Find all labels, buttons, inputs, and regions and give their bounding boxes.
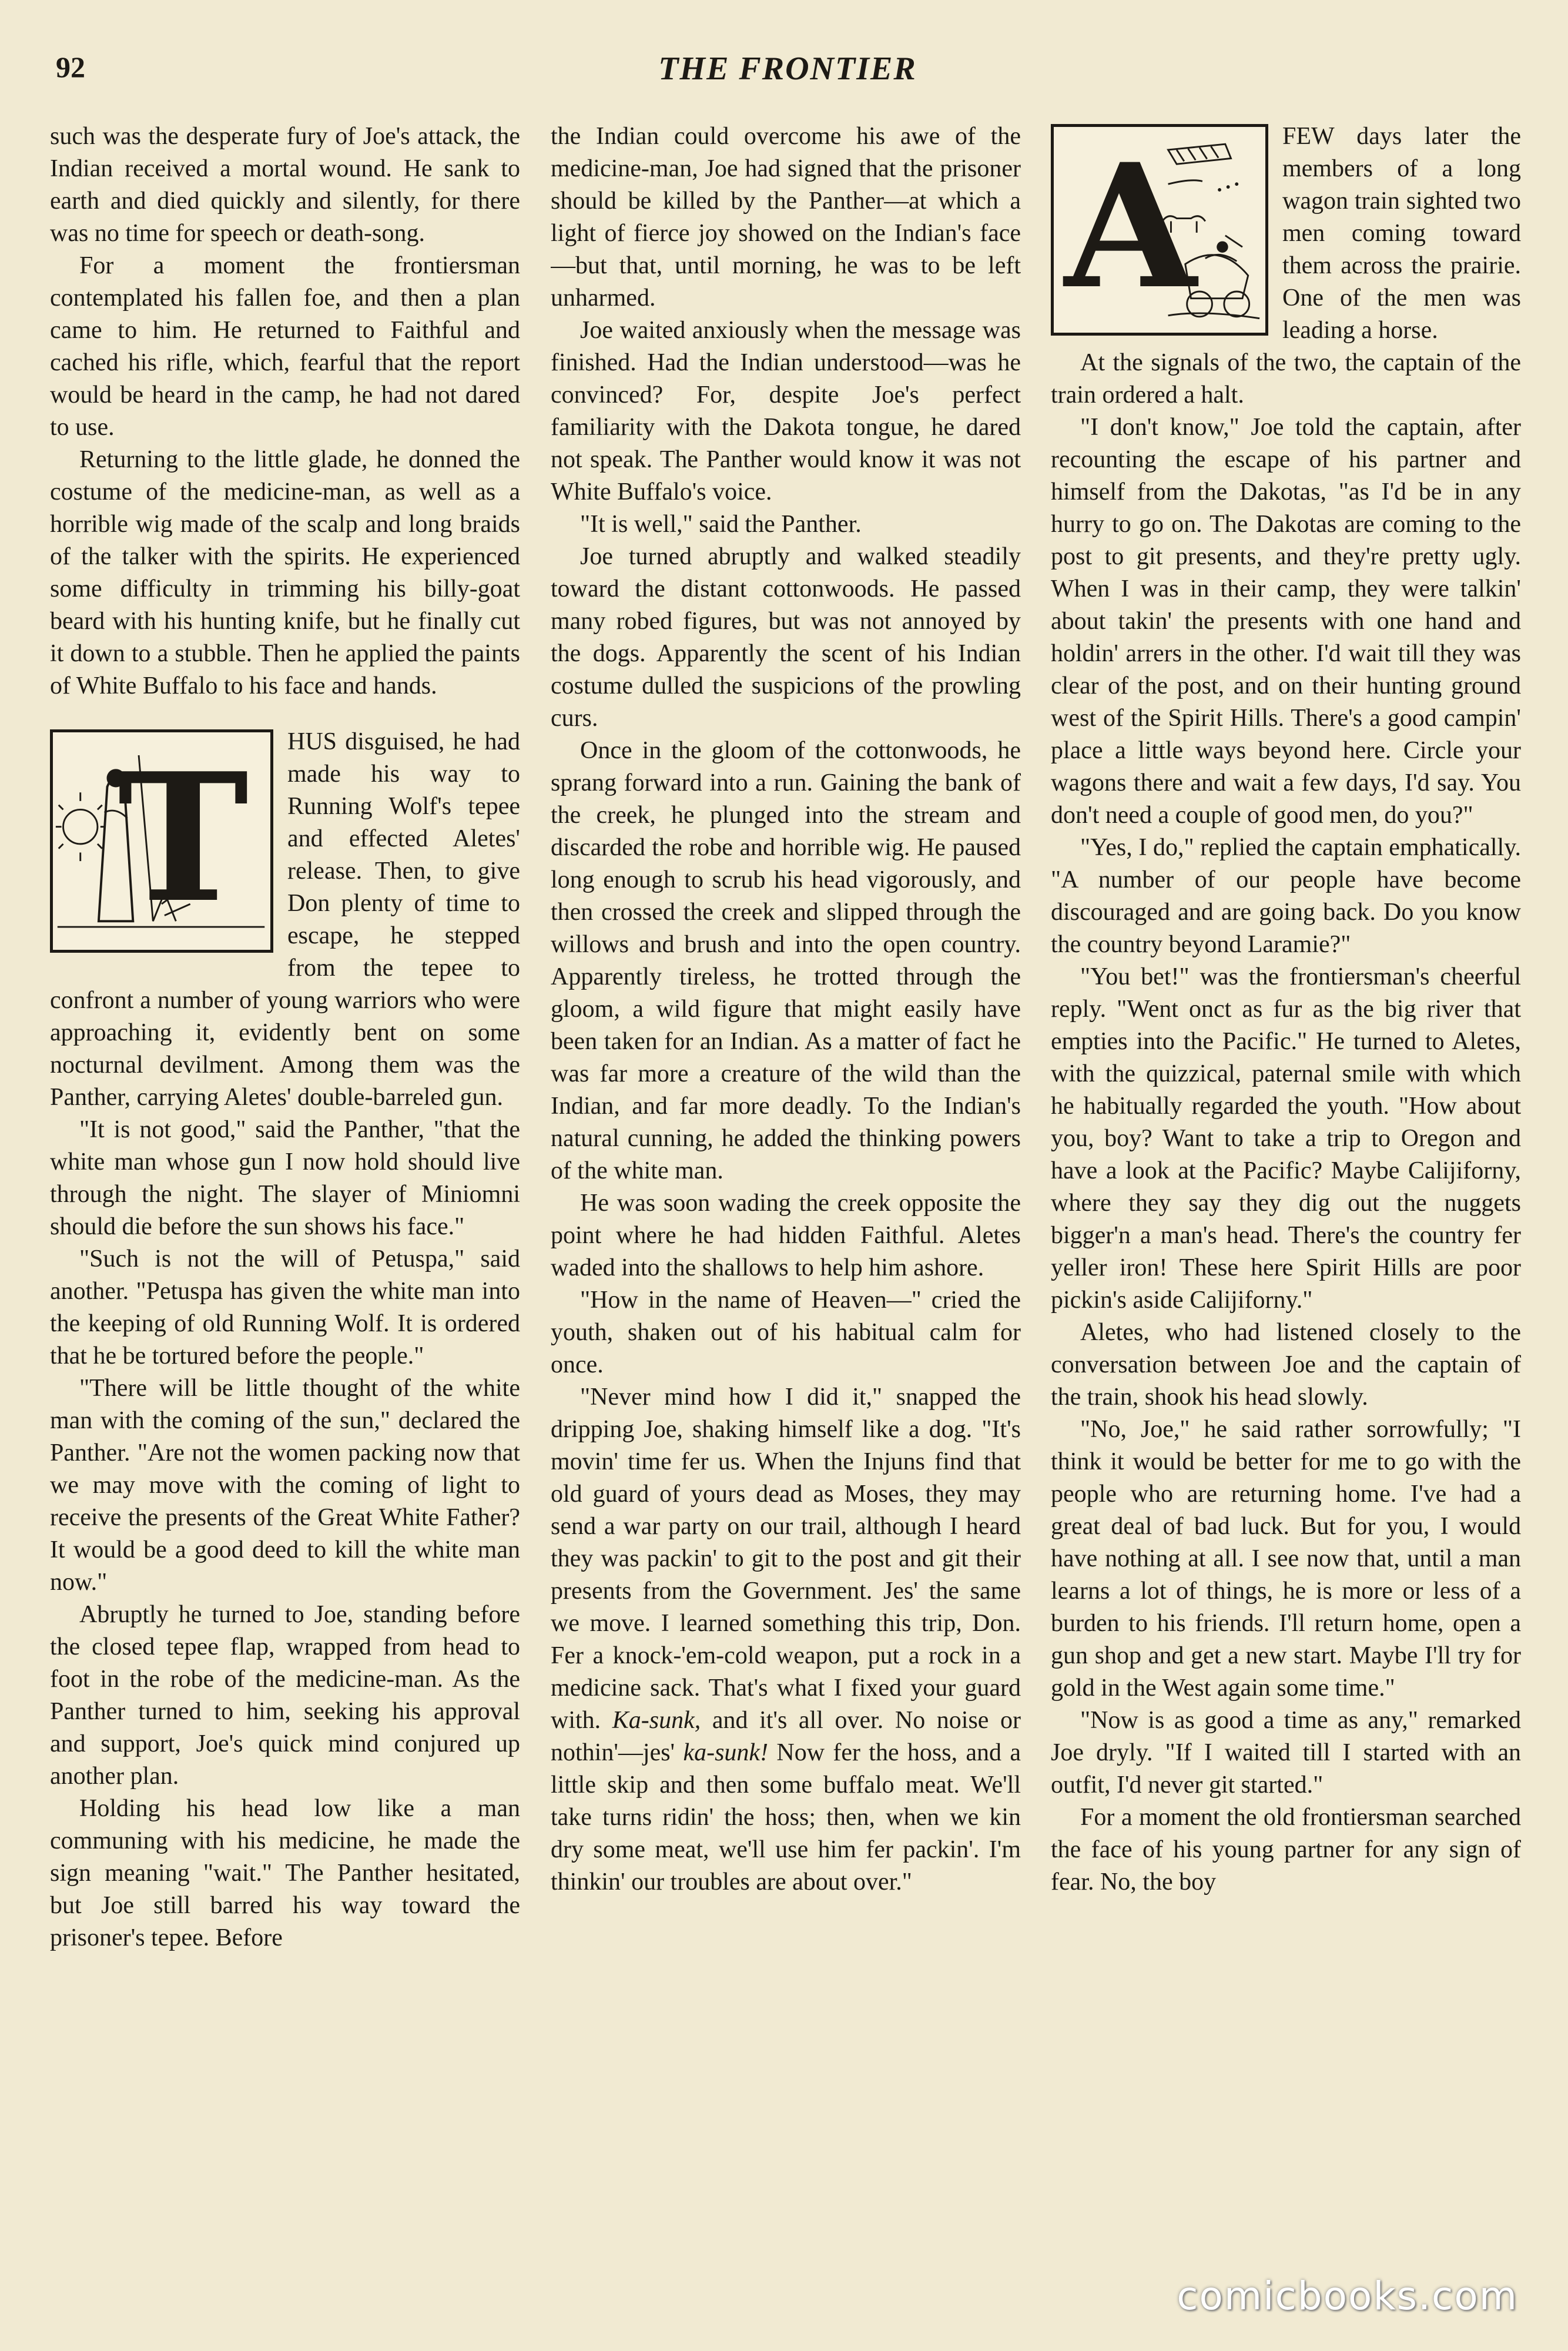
paragraph: "I don't know," Joe told the captain, after recounting the escape of his partner and himself from the Dakotas, "as I'd be in any hurry to go on. The Dakotas are coming to the post to git presents, and they're pretty ugly. When I was in their camp, they were talkin' about takin' the presents with one hand and holdin' arrers in the other. I'd wait till they was clear of the post, and on their hunting ground west of the Spirit Hills. There's a good campin' place a little ways beyond here. Circle your wagons there and wait a few days, I'd say. You don't need a couple of good men, do you?" — [1051, 414, 1521, 829]
paragraph: "It is not good," said the Panther, "that the white man whose gun I now hold should live through the night. The slayer of Miniomni should die before the sun shows his face." — [50, 1116, 520, 1240]
italic-sound-word: ka-sunk! — [683, 1739, 769, 1766]
paragraph: such was the desperate fury of Joe's attack, the Indian received a mortal wound. He sank to earth and died quickly and silently, for there was no time for speech or death-song. — [50, 123, 520, 247]
paragraph-text: "Never mind how I did it," snapped the dripping Joe, shaking himself like a dog. "It's movin' time fer us. When the Injuns find that old guard of yours dead as Moses, they may send a war party on our trail, although I heard they was packin' to git to the post and git their presents from the Government. Jes' the same we move. I learned something this trip, Don. Fer a knock-'em-cold weapon, put a rock in a medicine sack. That's what I fixed your guard with. — [551, 1384, 1021, 1734]
text-column-3 — [1051, 120, 1521, 2260]
italic-sound-word: Ka-sunk, — [612, 1707, 701, 1734]
paragraph: Joe turned abruptly and walked steadily toward the distant cottonwoods. He passed many robed figures, but was not annoyed by the dogs. Apparently the scent of his Indian costume dulled the suspicions of the prowling curs. — [551, 543, 1021, 732]
paragraph-text: and it's all over. No noise or nothin'—jes' — [551, 1707, 1021, 1766]
dropcap-paragraph — [50, 726, 520, 1114]
paragraph: At the signals of the two, the captain of the train ordered a halt. — [1051, 349, 1521, 408]
paragraph: "Such is not the will of Petuspa," said another. "Petuspa has given the white man into the keeping of old Running Wolf. It is ordered that he be tortured before the people." — [50, 1245, 520, 1369]
page-number: 92 — [56, 51, 85, 83]
paragraph: Holding his head low like a man communing with his medicine, he made the sign meaning "wait." The Panther hesitated, but Joe still barred his way toward the prisoner's tepee. Before — [50, 1795, 520, 1951]
paragraph-text: FEW days later the members of a long wagon train sighted two men coming toward them across the prairie. One of the men was leading a horse. — [1282, 123, 1521, 344]
text-column-1 — [50, 120, 520, 2260]
paragraph: the Indian could overcome his awe of the medicine-man, Joe had signed that the prisoner should be killed by the Panther—at which a light of fierce joy showed on the Indian's face—but that, until morning, he was to be left unharmed. — [551, 123, 1021, 312]
paragraph: "It is well," said the Panther. — [580, 511, 862, 538]
site-watermark: comicbooks.com — [1177, 2273, 1518, 2319]
paragraph: For a moment the old frontiersman searched the face of his young partner for any sign of fear. No, the boy — [1051, 1804, 1521, 1895]
paragraph: Abruptly he turned to Joe, standing before the closed tepee flap, wrapped from head to foot in the robe of the medicine-man. As the Panther turned to him, seeking his approval and support, Joe's quick mind conjured up another plan. — [50, 1601, 520, 1790]
paragraph-text: HUS disguised, he had made his way to Running Wolf's tepee and effected Aletes' release. Then, to give Don plenty of time to escape, he stepped from the tepee to confront a number of young warriors who were approaching it, evidently bent on some nocturnal devilment. Among them was the Panther, carrying Aletes' double-barreled gun. — [50, 728, 520, 1111]
paragraph: "How in the name of Heaven—" cried the youth, shaken out of his habitual calm for once. — [551, 1287, 1021, 1378]
dropcap-illustration-a — [1051, 124, 1268, 336]
paragraph: "Yes, I do," replied the captain emphatically. "A number of our people have become discouraged and are going back. Do you know the country beyond Laramie?" — [1051, 834, 1521, 958]
dropcap-illustration-t — [50, 729, 273, 953]
paragraph: He was soon wading the creek opposite the point where he had hidden Faithful. Aletes waded into the shallows to help him ashore. — [551, 1190, 1021, 1281]
page-header — [56, 50, 1519, 97]
paragraph: Once in the gloom of the cottonwoods, he sprang forward into a run. Gaining the bank of the creek, he plunged into the stream and discarded the robe and horrible wig. He paused long enough to scrub his head vigorously, and then crossed the creek and slipped through the willows and brush and into the open country. Apparently tireless, he trotted through the gloom, a wild figure that might easily have been taken for an Indian. As a matter of fact he was far more a creature of the wild than the Indian, and far more deadly. To the Indian's natural cunning, he added the thinking powers of the white man. — [551, 737, 1021, 1184]
paragraph: For a moment the frontiersman contemplated his fallen foe, and then a plan came to him. He returned to Faithful and cached his rifle, which, fearful that the report would be heard in the camp, he had not dared to use. — [50, 252, 520, 441]
paragraph: "There will be little thought of the white man with the coming of the sun," declared the Panther. "Are not the women packing now that we may move with the coming of light to receive the presents of the Great White Father? It would be a good deed to kill the white man now." — [50, 1375, 520, 1596]
paragraph: "You bet!" was the frontiersman's cheerful reply. "Went onct as fur as the big river that empties into the Pacific." He turned to Aletes, with the quizzical, paternal smile with which he habitually regarded the youth. "How about you, boy? Want to take a trip to Oregon and have a look at the Pacific? Maybe Calijiforny, where they say they dig out the nuggets bigger'n a man's head. There's the country fer yeller iron! These here Spirit Hills are poor pickin's aside Calijiforny." — [1051, 963, 1521, 1314]
dropcap-letter: T — [118, 734, 249, 942]
paragraph-text: Now fer the hoss, and a little skip and then some buffalo meat. We'll take turns ridin' the hoss; then, when we kin dry some meat, we'll use him fer packin'. I'm thinkin' our troubles are about over." — [551, 1739, 1021, 1895]
paragraph — [551, 1381, 1021, 1898]
dropcap-letter: A — [1064, 127, 1197, 327]
paragraph: "Now is as good a time as any," remarked Joe dryly. "If I waited till I started with an outfit, I'd never git started." — [1051, 1707, 1521, 1799]
paragraph: Joe waited anxiously when the message was finished. Had the Indian understood—was he convinced? For, despite Joe's perfect familiarity with the Dakota tongue, he dared not speak. The Panther would know it was not White Buffalo's voice. — [551, 317, 1021, 505]
text-column-2 — [551, 120, 1021, 2260]
paragraph: Aletes, who had listened closely to the conversation between Joe and the captain of the train, shook his head slowly. — [1051, 1319, 1521, 1411]
dropcap-paragraph — [1051, 120, 1521, 347]
paragraph: Returning to the little glade, he donned the costume of the medicine-man, as well as a horrible wig made of the scalp and long braids of the talker with the spirits. He experienced some difficulty in trimming his billy-goat beard with his hunting knife, but he finally cut it down to a stubble. Then he applied the paints of White Buffalo to his face and hands. — [50, 446, 520, 699]
magazine-title: THE FRONTIER — [658, 51, 917, 87]
paragraph: "No, Joe," he said rather sorrowfully; "I think it would be better for me to go with the people who are returning home. I've had a great deal of bad luck. But for you, I would have nothing at all. I see now that, until a man learns a lot of things, he is more or less of a burden to his friends. I'll return home, open a gun shop and get a new start. Maybe I'll try for gold in the West again some time." — [1051, 1416, 1521, 1702]
